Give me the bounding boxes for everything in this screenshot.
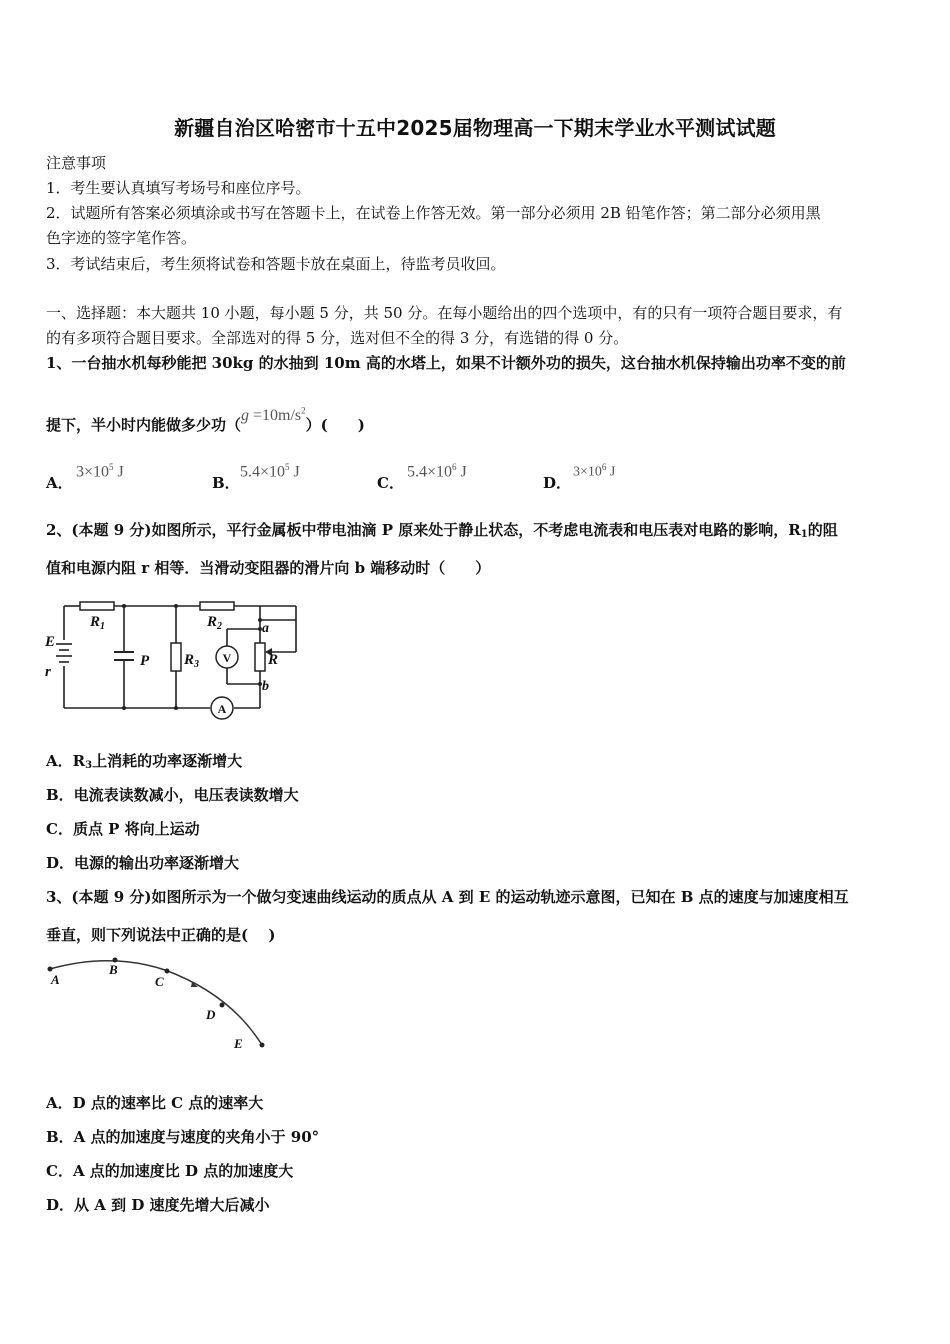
label-b: B	[109, 962, 118, 977]
section1-intro-2: 的有多项符合题目要求。全部选对的得 5 分，选对但不全的得 3 分，有选错的得 0 分。	[46, 329, 629, 347]
q1-stem-2	[46, 405, 906, 435]
notice-heading: 注意事项	[46, 154, 107, 172]
q3-stem-2: 垂直，则下列说法中正确的是( )	[46, 926, 276, 944]
q3-stem-1: 3、(本题 9 分)如图所示为一个做匀变速曲线运动的质点从 A 到 E 的运动轨迹示意图，已知在 B 点的速度与加速度相互	[46, 888, 849, 906]
resistor-r3	[171, 643, 181, 671]
capacitor-icon	[114, 652, 134, 660]
notice-item-2-cont: 色字迹的签字笔作答。	[46, 229, 197, 247]
ammeter-label: A	[217, 702, 227, 716]
q1-stem-2-post: ）( )	[305, 416, 365, 434]
resistor-r2	[200, 602, 234, 610]
page-title: 新疆自治区哈密市十五中2025届物理高一下期末学业水平测试试题	[174, 116, 776, 140]
label-r-internal: r	[45, 664, 51, 680]
q3-option-c: C．A 点的加速度比 D 点的加速度大	[46, 1162, 294, 1180]
label-a: A	[51, 972, 60, 987]
label-c: C	[155, 974, 164, 989]
q1-g-symbol: g	[241, 407, 250, 424]
q3-option-b: B．A 点的加速度与速度的夹角小于 90°	[46, 1128, 320, 1146]
point-e	[260, 1043, 265, 1048]
label-e: E	[234, 1036, 243, 1051]
q1-stem-2-pre: 提下，半小时内能做多少功（	[46, 416, 242, 434]
label-d: D	[206, 1007, 216, 1022]
q3-option-d: D．从 A 到 D 速度先增大后减小	[46, 1196, 270, 1214]
label-r-rheostat: R	[268, 652, 279, 668]
q1-option-d-value: $3\times 10^6$ J	[573, 462, 616, 480]
point-d	[220, 1003, 225, 1008]
q2-option-d: D．电源的输出功率逐渐增大	[46, 854, 240, 872]
rheostat-r	[255, 643, 265, 671]
q2-option-a: A．$R_3$上消耗的功率逐渐增大	[46, 752, 243, 771]
q1-option-d-letter: D．	[543, 474, 572, 492]
resistor-r1	[80, 602, 114, 610]
notice-item-1: 1．考生要认真填写考场号和座位序号。	[46, 179, 311, 197]
notice-item-3: 3．考试结束后，考生须将试卷和答题卡放在桌面上，待监考员收回。	[46, 255, 506, 273]
q1-g-value: =10m/s	[253, 407, 302, 424]
point-c	[165, 969, 170, 974]
battery-icon	[56, 644, 72, 662]
q2-stem-2: 值和电源内阻 r 相等．当滑动变阻器的滑片向 b 端移动时（ ）	[46, 559, 491, 577]
q2-option-c: C．质点 P 将向上运动	[46, 820, 200, 838]
label-e: E	[45, 634, 56, 650]
label-b: b	[262, 679, 269, 694]
section1-intro-1: 一、选择题：本大题共 10 小题，每小题 5 分，共 50 分。在每小题给出的四个选项中，有的只有一项符合题目要求，有	[46, 304, 843, 322]
label-r1: $R_1$	[90, 614, 106, 632]
label-a: a	[262, 621, 269, 636]
q1-g-exp: 2	[301, 405, 306, 416]
q1-option-c-value: $5.4\times 10^6$ J	[407, 462, 467, 481]
q2-stem-1: 2、(本题 9 分)如图所示，平行金属板中带电油滴 P 原来处于静止状态，不考虑电流表和电压表对电路的影响，$R_1$的阻	[46, 521, 838, 540]
voltmeter-label: V	[222, 651, 232, 665]
label-r3: $R_3$	[184, 652, 200, 670]
q1-option-c-letter: C．	[377, 474, 404, 492]
q2-option-b: B．电流表读数减小，电压表读数增大	[46, 786, 299, 804]
q1-option-b-value: $5.4\times 10^5$ J	[240, 462, 300, 481]
q1-g-formula	[241, 407, 306, 424]
point-a	[48, 967, 53, 972]
label-r2: $R_2$	[207, 614, 223, 632]
label-p: P	[140, 653, 150, 669]
q3-option-a: A．D 点的速率比 C 点的速率大	[46, 1094, 264, 1112]
q2-circuit-diagram	[44, 596, 310, 726]
q1-option-a-value: $3\times 10^5$ J	[76, 462, 124, 481]
q1-stem-1: 1、一台抽水机每秒能把 30kg 的水抽到 10m 高的水塔上，如果不计额外功的损失，这台抽水机保持输出功率不变的前	[46, 354, 846, 372]
q3-trajectory-diagram	[40, 952, 272, 1056]
q1-option-b-letter: B．	[212, 474, 240, 492]
q1-option-a-letter: A．	[46, 474, 73, 492]
notice-item-2: 2．试题所有答案必须填涂或书写在答题卡上，在试卷上作答无效。第一部分必须用 2B 铅笔作答；第二部分必须用黑	[46, 204, 821, 222]
